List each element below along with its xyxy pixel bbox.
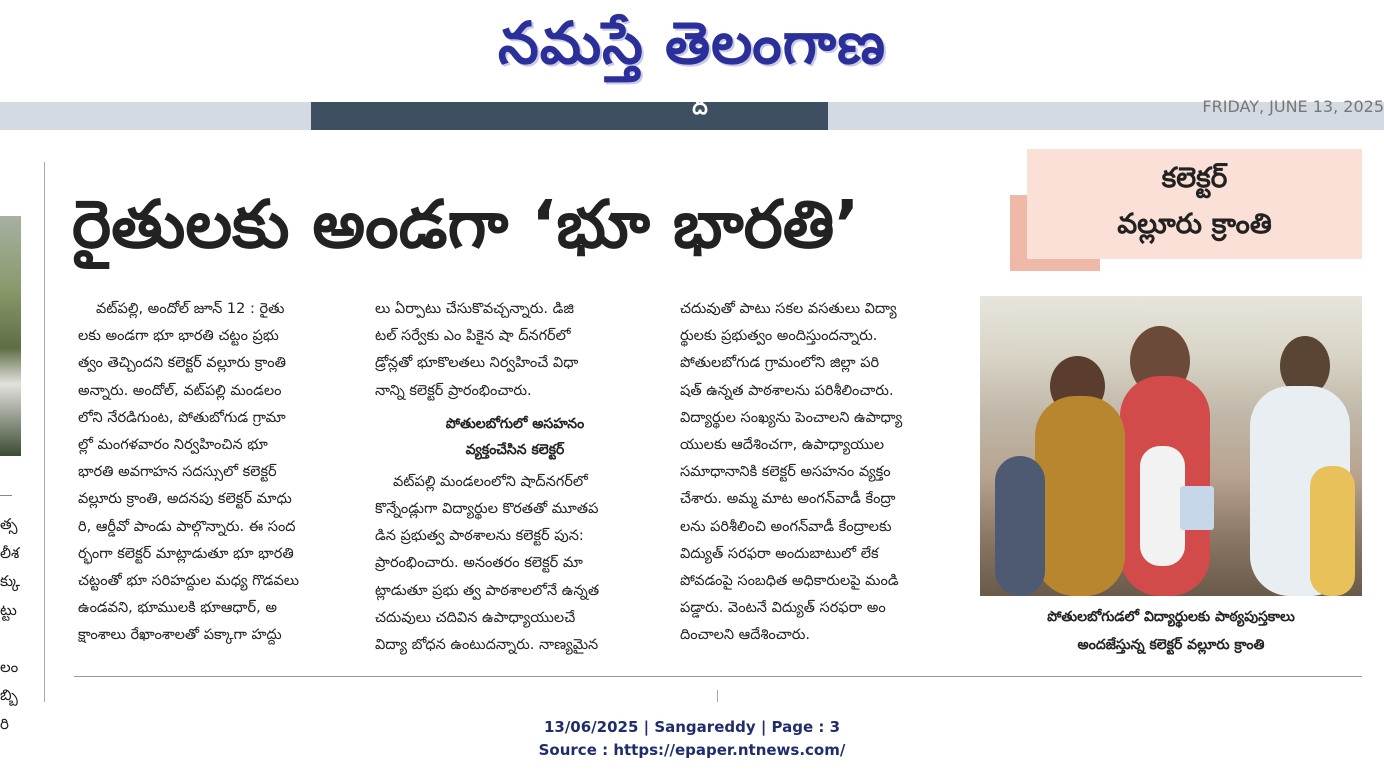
left-text-line xyxy=(0,624,44,653)
photo-child xyxy=(1310,466,1355,596)
text-line: విద్యుత్ సరఫరా అందుబాటులో లేక xyxy=(680,545,879,562)
article-headline: రైతులకు అండగా ‘భూ భారతి’ xyxy=(72,186,860,263)
text-line: యులకు ఆదేశించగా, ఉపాధ్యాయుల xyxy=(680,436,885,453)
left-cropped-text xyxy=(0,510,44,738)
text-line: విద్యార్థుల సంఖ్యను పెంచాలని ఉపాధ్యా xyxy=(680,409,903,426)
text-line: ర్భంగా కలెక్టర్ మాట్లాడుతూ భూ భారతి xyxy=(78,545,294,562)
column-divider xyxy=(44,162,45,702)
article-photo xyxy=(980,296,1362,596)
text-line: చేశారు. అమ్మ మాట అంగన్‌వాడీ కేంద్రా xyxy=(680,491,896,508)
text-line: లకు అండగా భూ భారతి చట్టం ప్రభు xyxy=(78,328,279,345)
photo-child xyxy=(1140,446,1185,566)
caption-line: పోతులబోగుడలో విద్యార్థులకు పాఠ్యపుస్తకాలు xyxy=(1047,609,1295,625)
text-line: లను పరిశీలించి అంగన్‌వాడీ కేంద్రాలకు xyxy=(680,518,892,535)
left-text-line: రి xyxy=(0,714,9,733)
text-line: పోతులబోగుడ గ్రామంలోని జిల్లా పరి xyxy=(680,355,880,372)
edition-date: FRIDAY, JUNE 13, 2025 xyxy=(1202,97,1384,116)
masthead xyxy=(0,0,1384,100)
text-line: డిన ప్రభుత్వ పాఠశాలను కలెక్టర్ పున: xyxy=(375,528,584,545)
text-line: నాన్ని కలెక్టర్ ప్రారంభించారు. xyxy=(375,382,532,399)
left-cropped-photo xyxy=(0,216,21,456)
left-text-line: లం xyxy=(0,657,19,676)
text-line: పడ్డారు. వెంటనే విద్యుత్ సరఫరా అం xyxy=(680,600,886,617)
text-line: ల్లో మంగళవారం నిర్వహించిన భూ xyxy=(78,436,268,453)
text-line: భారతి అవగాహన సదస్సులో కలెక్టర్ xyxy=(78,464,277,481)
text-line: క్షాంశాలు రేఖాంశాలతో పక్కాగా హద్దు xyxy=(78,627,282,644)
photo-caption xyxy=(980,603,1362,659)
photo-person xyxy=(1035,396,1125,596)
text-line: సమాధానానికి కలెక్టర్ అసహనం వ్యక్తం xyxy=(680,464,891,481)
text-line: చదువుతో పాటు సకల వసతులు విద్యా xyxy=(680,301,897,317)
text-line: లు ఏర్పాటు చేసుకొవచ్చన్నారు. డిజి xyxy=(375,301,574,317)
text-line: రి, ఆర్డీవో పాండు పాల్గొన్నారు. ఈ సంద xyxy=(78,518,296,535)
text-line: వట్‌పల్లి, అందోల్ జూన్ 12 : రైతు xyxy=(96,301,285,317)
newspaper-title: నమస్తే తెలంగాణ xyxy=(498,8,886,77)
subheading-line: వ్యక్తంచేసిన కలెక్టర్ xyxy=(465,441,565,458)
article-column-3 xyxy=(680,296,960,649)
callout-title: కలెక్టర్ xyxy=(1161,161,1228,194)
text-line: వట్‌పల్లి మండలంలోని షాద్‌నగర్‌లో xyxy=(393,473,588,490)
left-text-line: క్కు xyxy=(0,572,21,590)
left-rule xyxy=(0,495,12,496)
callout-name: వల్లూరు క్రాంతి xyxy=(1117,207,1272,240)
bottom-tick xyxy=(717,690,718,702)
text-line: దించాలని ఆదేశించారు. xyxy=(680,627,811,644)
text-line: ర్థులకు ప్రభుత్వం అందిస్తుందన్నారు. xyxy=(680,328,878,345)
left-cropped-column xyxy=(0,150,44,733)
article-column-2 xyxy=(375,296,655,659)
photo-child xyxy=(995,456,1045,596)
callout-box xyxy=(1027,149,1362,259)
text-line: పోవడంపై సంబధిత అధికారులపై మండి xyxy=(680,572,899,589)
article-column-1 xyxy=(78,296,350,649)
text-line: లోని నేరడిగుంట, పోతుబోగుడ గ్రామా xyxy=(78,409,286,426)
text-line: టల్ సర్వేకు ఎం పికైన షా ద్‌నగర్‌లో xyxy=(375,328,571,345)
text-line: ప్రారంభించారు. అనంతరం కలెక్టర్ మా xyxy=(375,555,583,572)
left-text-line: ట్టు xyxy=(0,600,17,619)
text-line: చట్టంతో భూ సరిహద్దుల మధ్య గొడవలు xyxy=(78,572,300,589)
text-line: చదువులు చదివిన ఉపాధ్యాయులచే xyxy=(375,609,576,626)
text-line: షత్ ఉన్నత పాఠశాలను పరిశీలించారు. xyxy=(680,382,894,399)
caption-line: అందజేస్తున్న కలెక్టర్ వల్లూరు క్రాంతి xyxy=(1077,637,1265,653)
section-band-glyph: ద xyxy=(692,95,708,120)
text-line: త్వం తెచ్చిందని కలెక్టర్ వల్లూరు క్రాంతి xyxy=(78,355,286,372)
text-line: వల్లూరు క్రాంతి, అదనపు కలెక్టర్ మాధు xyxy=(78,491,292,508)
epaper-footer xyxy=(0,716,1384,762)
text-line: ఉండవని, భూములకి భూఆధార్, అ xyxy=(78,600,277,617)
left-text-line: బ్బి xyxy=(0,686,18,704)
text-line: విద్యా బోధన ఉంటుదన్నారు. నాణ్యమైన xyxy=(375,636,599,653)
article-subheading xyxy=(375,411,655,463)
text-line: డ్రోన్లతో భూకొలతలు నిర్వహించే విధా xyxy=(375,355,579,372)
text-line: కొన్నేండ్లుగా విద్యార్థుల కొరతతో మూతప xyxy=(375,500,599,517)
section-band-dark xyxy=(311,95,828,130)
bottom-rule xyxy=(74,676,1362,677)
left-text-line: త్స xyxy=(0,515,18,533)
text-line: అన్నారు. అందోల్, వట్‌పల్లి మండలం xyxy=(78,382,282,399)
left-text-line: లీశ xyxy=(0,543,20,562)
footer-edition-info: 13/06/2025 | Sangareddy | Page : 3 xyxy=(543,718,841,736)
photo-textbook xyxy=(1180,486,1214,530)
footer-source-link[interactable]: Source : https://epaper.ntnews.com/ xyxy=(538,741,846,759)
text-line: ట్లాడుతూ ప్రభు త్వ పాఠశాలలోనే ఉన్నత xyxy=(375,582,600,599)
subheading-line: పోతులబోగులో అసహనం xyxy=(445,415,585,432)
